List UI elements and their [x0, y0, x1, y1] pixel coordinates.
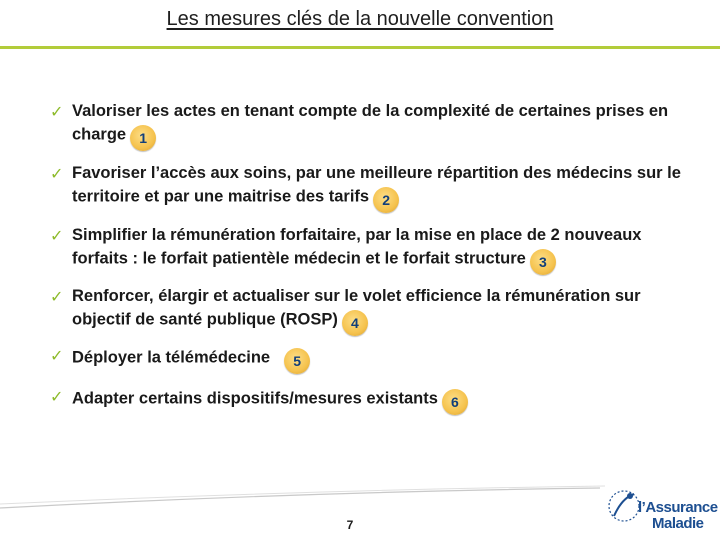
number-badge: 5 [284, 348, 310, 374]
list-item-text: Adapter certains dispositifs/mesures existants [72, 389, 438, 408]
number-badge: 3 [530, 249, 556, 275]
page-number: 7 [346, 518, 354, 532]
list-item-text: Déployer la télémédecine [72, 348, 271, 367]
logo-text-line2: Maladie [652, 515, 704, 532]
number-badge: 1 [130, 125, 156, 151]
checkmark-icon: ✓ [50, 287, 64, 306]
assurance-maladie-logo [600, 476, 716, 540]
list-item-text: Simplifier la rémunération forfaitaire, par la mise en place de 2 nouveaux forfaits : le forfait patientèle médecin et le forfait structure [72, 226, 642, 268]
list-item-text: Renforcer, élargir et actualiser sur le volet efficience la rémunération sur objectif de santé publique (ROSP) [72, 287, 641, 329]
list-item-text: Valoriser les actes en tenant compte de la complexité de certaines prises en charge [72, 102, 669, 144]
checkmark-icon: ✓ [50, 164, 64, 183]
checkmark-icon: ✓ [50, 226, 64, 245]
title-divider [0, 46, 720, 49]
list-item-text: Favoriser l’accès aux soins, par une meilleure répartition des médecins sur le territoire et par une maitrise des tarifs [72, 164, 681, 206]
number-badge: 4 [342, 310, 368, 336]
checkmark-icon: ✓ [50, 346, 64, 365]
checkmark-icon: ✓ [50, 102, 64, 121]
slide-title: Les mesures clés de la nouvelle convention [166, 8, 554, 30]
logo-text-line1: l’Assurance [638, 499, 718, 516]
number-badge: 2 [373, 187, 399, 213]
number-badge: 6 [442, 389, 468, 415]
checkmark-icon: ✓ [50, 387, 64, 406]
